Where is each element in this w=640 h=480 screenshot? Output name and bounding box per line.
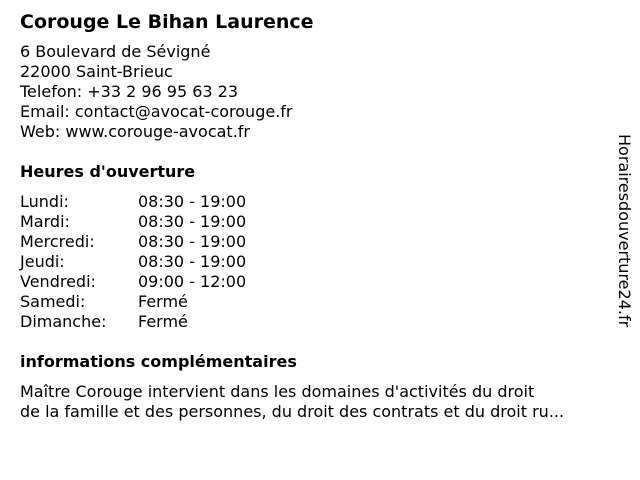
hours-row-tuesday bbox=[20, 212, 610, 232]
business-card bbox=[20, 10, 610, 422]
info-line: de la famille et des personnes, du droit des contrats et du droit ru... bbox=[20, 402, 565, 421]
time-value: 08:30 - 19:00 bbox=[138, 212, 247, 231]
business-name: Corouge Le Bihan Laurence bbox=[20, 11, 314, 33]
contact-block bbox=[20, 42, 610, 142]
hours-row-monday bbox=[20, 192, 610, 212]
day-label: Mercredi: bbox=[20, 232, 95, 251]
day-label: Jeudi: bbox=[20, 252, 65, 271]
hours-heading: Heures d'ouverture bbox=[20, 162, 196, 181]
hours-table bbox=[20, 192, 610, 332]
hours-row-wednesday bbox=[20, 232, 610, 252]
day-label: Mardi: bbox=[20, 212, 70, 231]
phone-number[interactable]: Telefon: +33 2 96 95 63 23 bbox=[20, 82, 239, 101]
time-value: 08:30 - 19:00 bbox=[138, 232, 247, 251]
email-address[interactable]: Email: contact@avocat-corouge.fr bbox=[20, 102, 293, 121]
info-line: Maître Corouge intervient dans les domaines d'activités du droit bbox=[20, 382, 535, 401]
time-value: Fermé bbox=[138, 312, 188, 331]
time-value: 08:30 - 19:00 bbox=[138, 192, 247, 211]
day-label: Samedi: bbox=[20, 292, 86, 311]
day-label: Lundi: bbox=[20, 192, 69, 211]
hours-row-sunday bbox=[20, 312, 610, 332]
info-heading: informations complémentaires bbox=[20, 352, 297, 371]
hours-row-saturday bbox=[20, 292, 610, 312]
hours-row-friday bbox=[20, 272, 610, 292]
time-value: Fermé bbox=[138, 292, 188, 311]
hours-row-thursday bbox=[20, 252, 610, 272]
day-label: Vendredi: bbox=[20, 272, 96, 291]
time-value: 08:30 - 19:00 bbox=[138, 252, 247, 271]
site-watermark: Horairesdouverture24.fr bbox=[615, 134, 634, 328]
address-city: 22000 Saint-Brieuc bbox=[20, 62, 173, 81]
day-label: Dimanche: bbox=[20, 312, 107, 331]
info-text bbox=[20, 382, 610, 422]
time-value: 09:00 - 12:00 bbox=[138, 272, 247, 291]
address-street: 6 Boulevard de Sévigné bbox=[20, 42, 211, 61]
website-link[interactable]: Web: www.corouge-avocat.fr bbox=[20, 122, 250, 141]
